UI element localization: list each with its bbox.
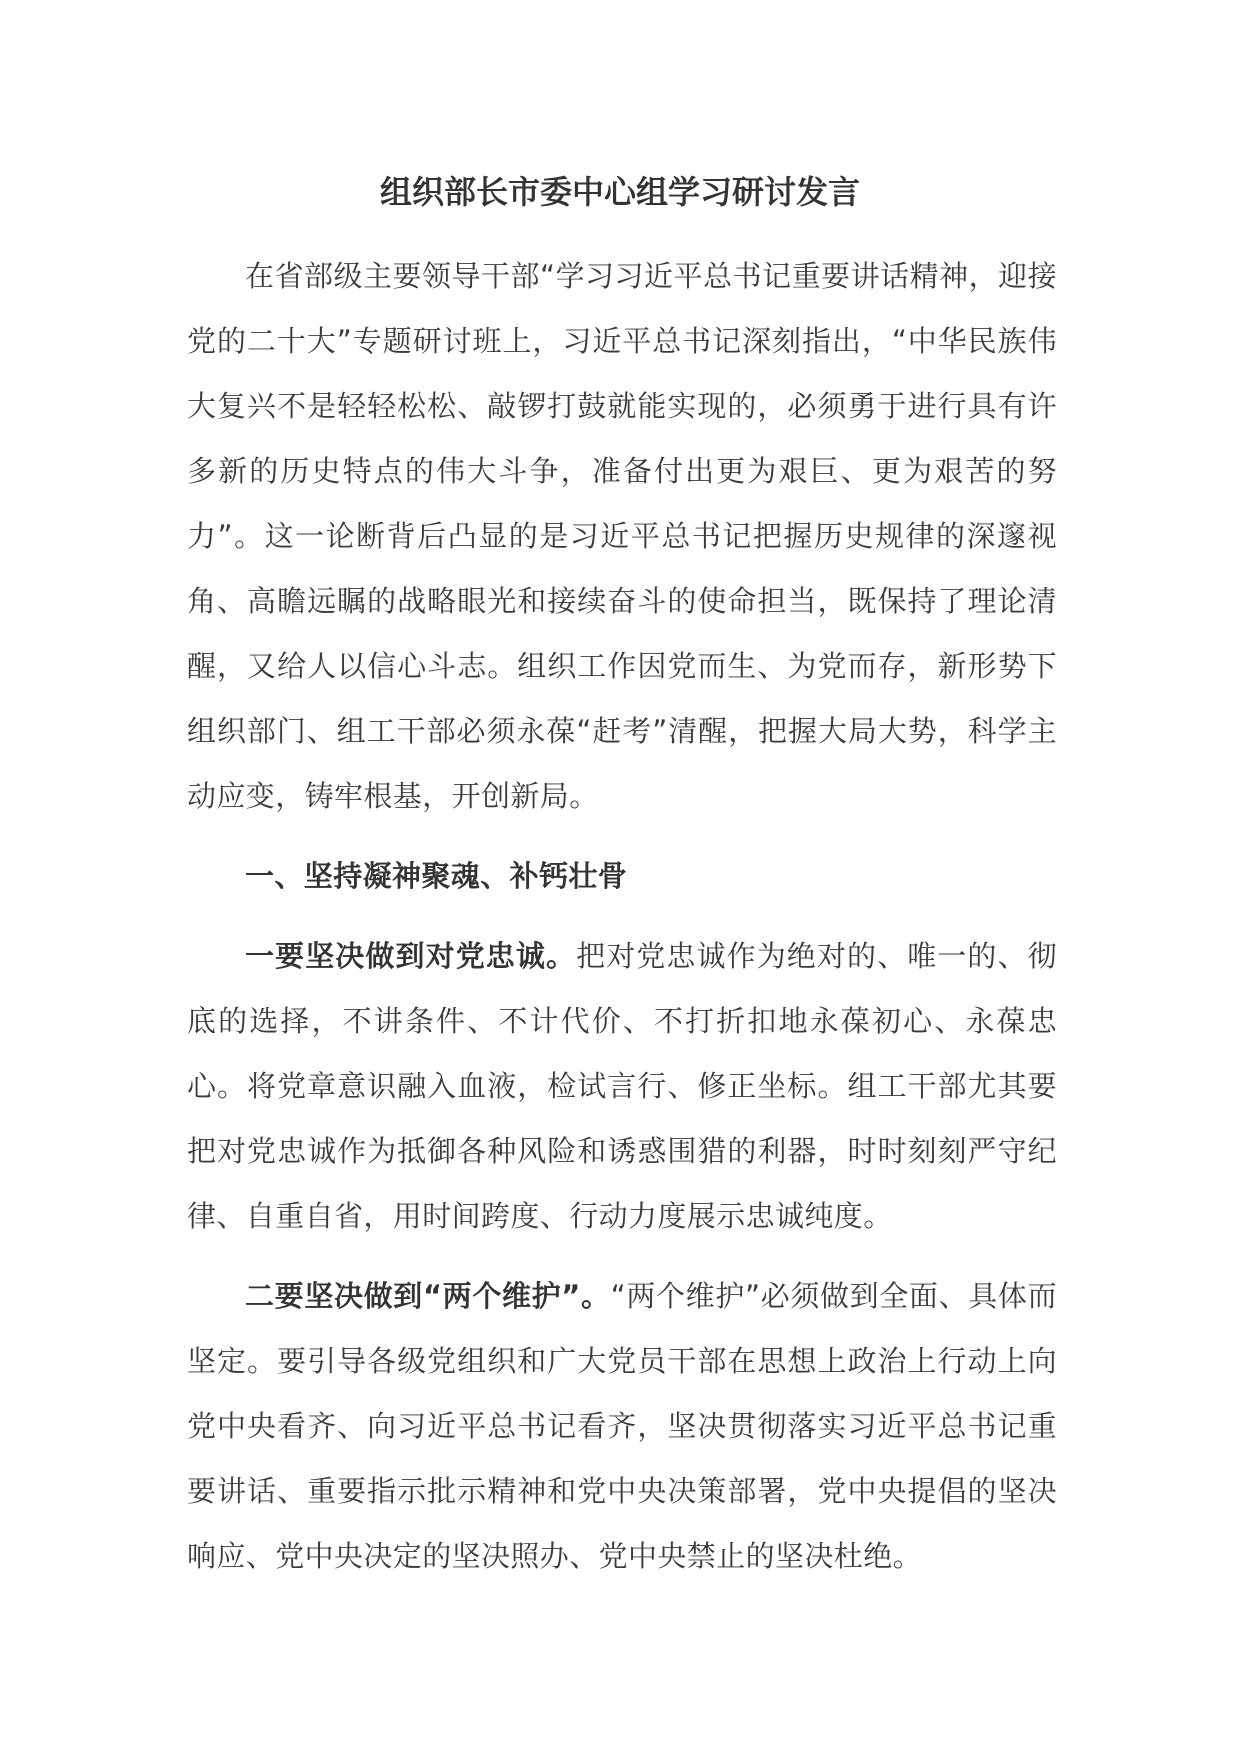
- point-one-lead: 一要坚决做到对党忠诚。: [245, 939, 577, 973]
- point-one-text: 把对党忠诚作为绝对的、唯一的、彻底的选择，不讲条件、不计代价、不打折扣地永葆初心、永葆忠心。将党章意识融入血液，检试言行、修正坐标。组工干部尤其要把对党忠诚作为抵御各种风险和诱惑围猎的利器，时时刻刻严守纪律、自重自省，用时间跨度、行动力度展示忠诚纯度。: [187, 939, 1058, 1233]
- document-title: 组织部长市委中心组学习研讨发言: [379, 173, 860, 211]
- section-one-heading: 一、坚持凝神聚魂、补钙壮骨: [245, 859, 628, 893]
- point-two-lead: 二要坚决做到“两个维护”。: [245, 1279, 611, 1313]
- intro-paragraph: 在省部级主要领导干部“学习习近平总书记重要讲话精神，迎接党的二十大”专题研讨班上，习近平总书记深刻指出，“中华民族伟大复兴不是轻轻松松、敲锣打鼓就能实现的，必须勇于进行具有许多新的历史特点的伟大斗争，准备付出更为艰巨、更为艰苦的努力”。这一论断背后凸显的是习近平总书记把握历史规律的深邃视角、高瞻远瞩的战略眼光和接续奋斗的使命担当，既保持了理论清醒，又给人以信心斗志。组织工作因党而生、为党而存，新形势下组织部门、组工干部必须永葆“赶考”清醒，把握大局大势，科学主动应变，铸牢根基，开创新局。: [187, 259, 1057, 813]
- point-one-paragraph: [187, 924, 1057, 1249]
- point-two-paragraph: [187, 1264, 1057, 1589]
- point-two-text: “两个维护”必须做到全面、具体而坚定。要引导各级党组织和广大党员干部在思想上政治上行动上向党中央看齐、向习近平总书记看齐，坚决贯彻落实习近平总书记重要讲话、重要指示批示精神和党中央决策部署，党中央提倡的坚决响应、党中央决定的坚决照办、党中央禁止的坚决杜绝。: [187, 1279, 1057, 1573]
